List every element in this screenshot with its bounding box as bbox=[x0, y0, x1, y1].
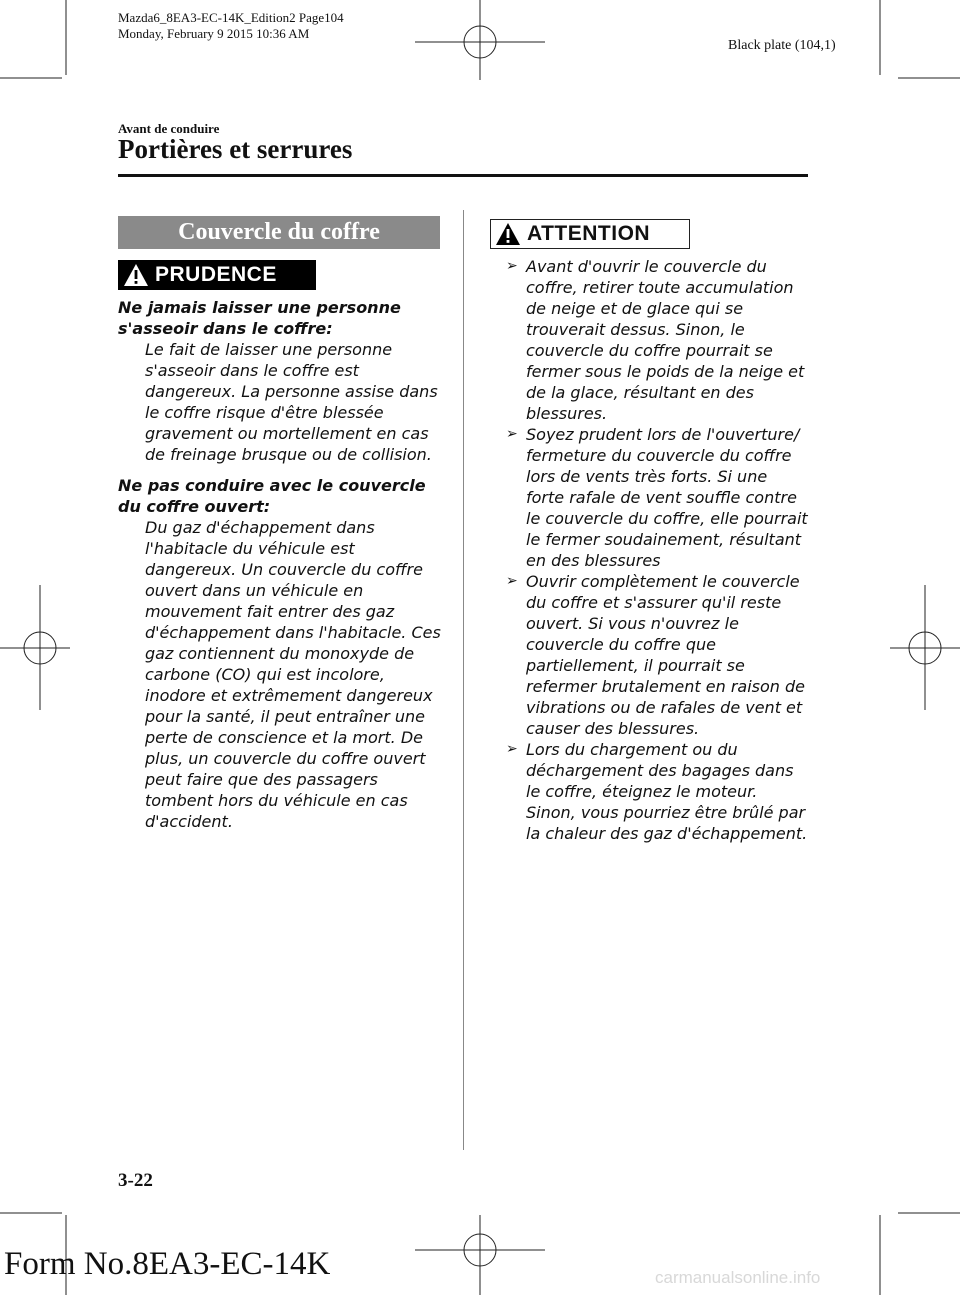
chapter-title: Portières et serrures bbox=[118, 134, 353, 164]
prudence-body-1: Le fait de laisser une personne s'asseoir dans le coffre est dangereux. La personne assise dans le coffre risque d'être blessée gravement ou mortellement en cas de freinage brusque ou de collision. bbox=[145, 340, 438, 464]
list-item: ➢ Avant d'ouvrir le couvercle du coffre, retirer toute accumulation de neige et de glace qui se trouverait dessus. Sinon, le couvercle du coffre pourrait se fermer sous le poids de la neige et de la glace, résultant en des blessures. bbox=[506, 257, 805, 423]
warning-icon bbox=[123, 263, 149, 287]
section-heading: Couvercle du coffre bbox=[118, 216, 440, 249]
print-file-line: Mazda6_8EA3-EC-14K_Edition2 Page104 bbox=[118, 10, 344, 25]
list-item: ➢ Soyez prudent lors de l'ouverture/ fermeture du couvercle du coffre lors de vents très forts. Si une forte rafale de vent souffle contre le couvercle du coffre, elle pourrait le fermer soudainement, résultant en des blessures bbox=[506, 425, 808, 570]
attention-list bbox=[490, 256, 808, 844]
prudence-text bbox=[118, 297, 448, 832]
prudence-label: PRUDENCE bbox=[155, 263, 277, 286]
list-item: ➢ Lors du chargement ou du déchargement des bagages dans le coffre, éteignez le moteur. Sinon, vous pourriez être brûlé par la chaleur des gaz d'échappement. bbox=[506, 740, 808, 843]
page-number: 3-22 bbox=[118, 1170, 153, 1191]
column-divider bbox=[463, 210, 464, 1150]
form-number: Form No.8EA3-EC-14K bbox=[4, 1246, 331, 1282]
header-rule bbox=[118, 174, 808, 177]
attention-text bbox=[490, 256, 808, 844]
list-item: ➢ Ouvrir complètement le couvercle du coffre et s'assurer qu'il reste ouvert. Si vous n'ouvrez le couvercle du coffre que partiellement, il pourrait se refermer brutalement en raison de vibrations ou de rafales de vent et causer des blessures. bbox=[506, 572, 805, 738]
watermark: carmanualsonline.info bbox=[655, 1268, 821, 1287]
bullet-arrow-icon: ➢ bbox=[506, 573, 518, 589]
section-name: Avant de conduire bbox=[118, 121, 220, 136]
bullet-arrow-icon: ➢ bbox=[506, 258, 518, 274]
print-metadata bbox=[118, 10, 344, 42]
plate-label: Black plate (104,1) bbox=[728, 38, 836, 53]
prudence-lead-2: Ne pas conduire avec le couvercle du coffre ouvert: bbox=[118, 476, 426, 516]
prudence-body-2: Du gaz d'échappement dans l'habitacle du véhicule est dangereux. Un couvercle du coffre ouvert dans un véhicule en mouvement fait entrer des gaz d'échappement dans l'habitacle. Ces gaz contiennent du monoxyde de carbone (CO) qui est incolore, inodore et extrêmement dangereux pour la santé, il peut entraîner une perte de conscience et la mort. De plus, un couvercle du coffre ouvert peut faire que des passagers tombent hors du véhicule en cas d'accident. bbox=[145, 518, 441, 831]
prudence-lead-1: Ne jamais laisser une personne s'asseoir dans le coffre: bbox=[118, 298, 401, 338]
attention-badge bbox=[490, 219, 690, 249]
bullet-arrow-icon: ➢ bbox=[506, 741, 518, 757]
warning-icon bbox=[495, 222, 521, 246]
print-date-line: Monday, February 9 2015 10:36 AM bbox=[118, 26, 310, 41]
attention-label: ATTENTION bbox=[527, 222, 651, 245]
bullet-arrow-icon: ➢ bbox=[506, 426, 518, 442]
prudence-badge bbox=[118, 260, 316, 290]
